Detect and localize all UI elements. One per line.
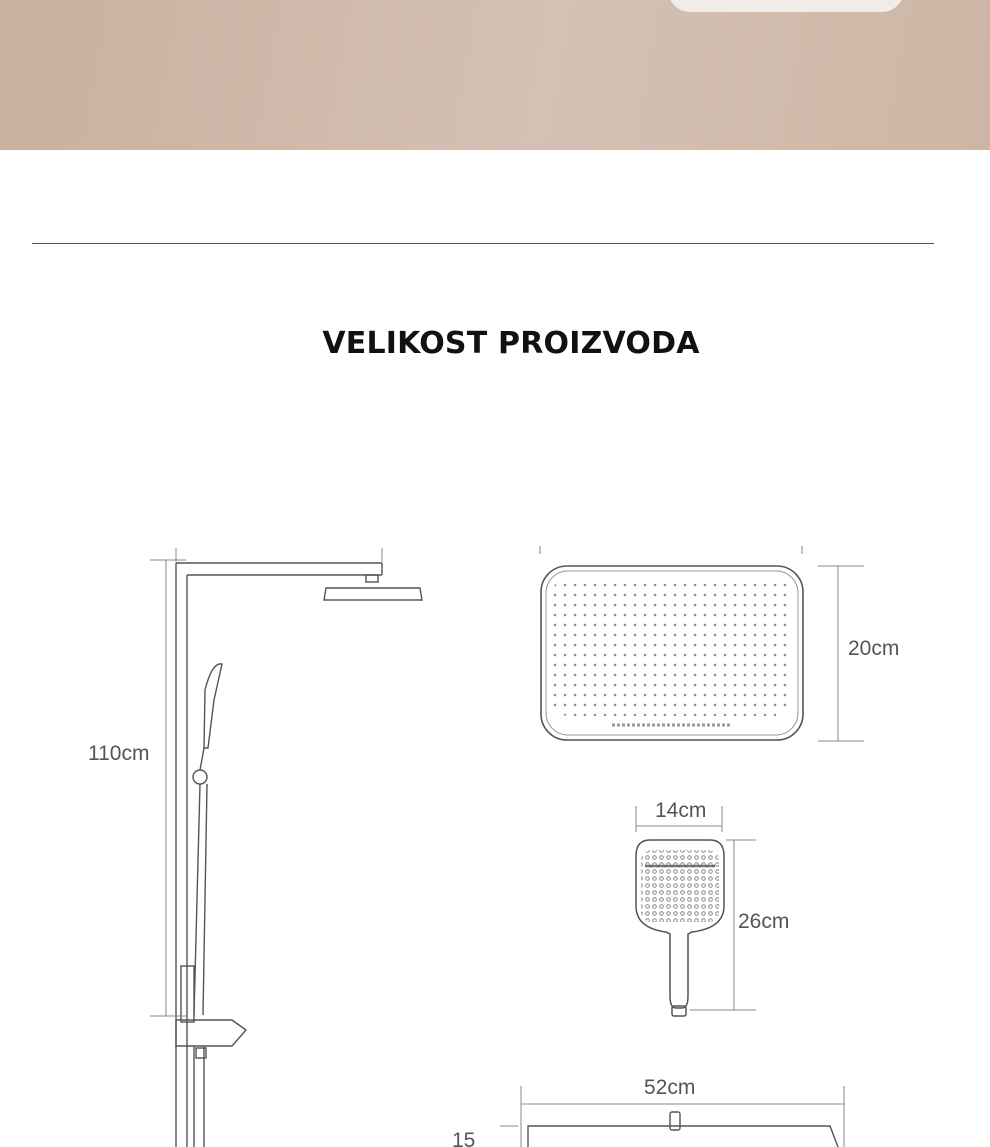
shelf-width-label: 52cm [644, 1076, 696, 1099]
hand-shower-height-label: 26cm [738, 910, 790, 933]
page-title: VELIKOST PROIZVODA [322, 326, 700, 361]
height-dimension-label: 110cm [88, 742, 150, 765]
shelf-partial-label: 15 [452, 1129, 476, 1147]
overhead-shower-head [540, 546, 864, 741]
hand-shower-width-label: 14cm [655, 799, 707, 822]
overhead-shower-height-label: 20cm [848, 637, 900, 660]
shower-column-side-view [150, 548, 422, 1147]
